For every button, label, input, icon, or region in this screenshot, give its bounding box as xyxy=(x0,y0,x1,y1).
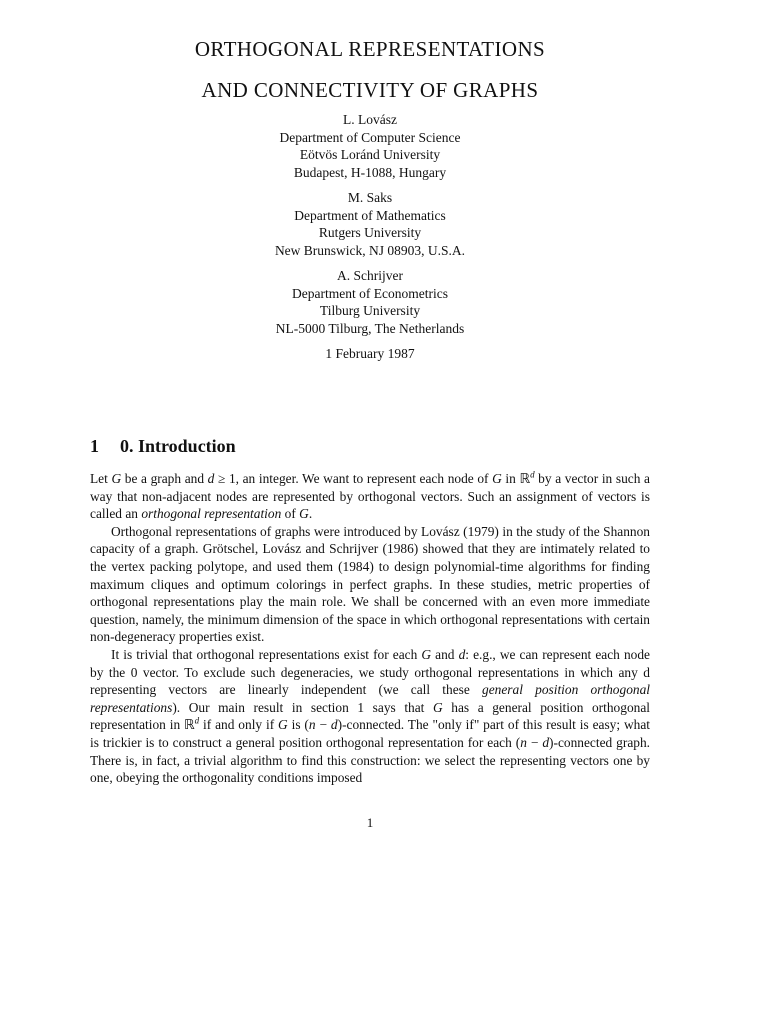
section-heading xyxy=(90,437,236,455)
author-department: Department of Computer Science xyxy=(279,129,461,145)
author-block xyxy=(0,111,740,181)
superscript-text: d xyxy=(194,715,200,726)
author-university: Tilburg University xyxy=(319,303,421,319)
paragraph-text: : e.g., we can represent each node by the 0 vector. To exclude such degeneracies, we study orthogonal representations in which any d representing vectors are linearly independent (we call these xyxy=(90,646,650,698)
author-name: A. Schrijver xyxy=(337,268,403,283)
paragraph-text: − xyxy=(526,734,543,750)
italic-text: G xyxy=(111,471,122,486)
italic-text: G xyxy=(299,506,309,522)
paragraph xyxy=(90,523,650,646)
page-number: 1 xyxy=(366,815,374,830)
superscript-text: d xyxy=(530,469,535,480)
paragraph-text: is ( xyxy=(287,717,309,733)
body-text xyxy=(90,470,650,787)
paragraph-text: if and only if xyxy=(199,717,279,733)
paragraph-text: ≥ 1, an integer. We want to represent each node of xyxy=(214,471,493,486)
italic-text: n xyxy=(308,717,316,733)
author-name: L. Lovász xyxy=(343,112,397,127)
section-number: 1 xyxy=(90,436,99,456)
paragraph-text: It is trivial that orthogonal representations exist for each xyxy=(111,646,422,662)
italic-text: G xyxy=(421,646,432,662)
author-address: New Brunswick, NJ 08903, U.S.A. xyxy=(274,242,466,258)
italic-text: G xyxy=(433,699,443,715)
paragraph-text: in ℝ xyxy=(501,471,531,486)
paper-title-line-1: ORTHOGONAL REPRESENTATIONS xyxy=(194,37,546,61)
italic-text: d xyxy=(542,734,550,750)
italic-text: G xyxy=(492,471,502,486)
author-block xyxy=(0,189,740,259)
paragraph-text: of xyxy=(281,506,300,522)
italic-text: d xyxy=(458,646,466,662)
author-address: NL-5000 Tilburg, The Netherlands xyxy=(275,320,465,336)
paragraph xyxy=(90,470,650,523)
paper-date: 1 February 1987 xyxy=(325,346,415,361)
paragraph-text: be a graph and xyxy=(121,471,208,486)
italic-text: general position orthogonal representations xyxy=(90,682,651,715)
author-university: Eötvös Loránd University xyxy=(299,147,441,163)
author-block xyxy=(0,267,740,337)
italic-text: G xyxy=(278,717,288,733)
author-address: Budapest, H-1088, Hungary xyxy=(293,164,447,180)
paragraph-text: and xyxy=(431,646,459,662)
italic-text: orthogonal representation xyxy=(141,506,282,522)
author-department: Department of Econometrics xyxy=(292,285,448,301)
paragraph-text: has a general position orthogonal representation in ℝ xyxy=(90,699,650,733)
paragraph-text: − xyxy=(315,717,331,733)
paragraph-text: Orthogonal representations of graphs were introduced by Lovász (1979) in the study of the Shannon capacity of a graph. Grötschel, Lovász and Schrijver (1986) showed that they are intimately related to the vertex packing polytope, and used them (1984) to design polynomial-time algorithms for finding maximum cliques and optimum colorings in perfect graphs. In these studies, metric properties of orthogonal representations play the main role. We shall be concerned with an even more immediate question, namely, the minimum dimension of the space in which orthogonal representations with certain non-degeneracy properties exist. xyxy=(90,523,650,645)
paragraph-text: )-connected. The "only if" part of this result is easy; what is trickier is to construct a general position orthogonal representation for each ( xyxy=(90,717,651,750)
paragraph-text: ). Our main result in section 1 says that xyxy=(172,699,433,715)
italic-text: d xyxy=(330,717,338,733)
italic-text: d xyxy=(207,471,215,486)
paper-title-line-2: AND CONNECTIVITY OF GRAPHS xyxy=(201,78,539,102)
author-university: Rutgers University xyxy=(318,225,422,241)
paragraph-text: )-connected graph. There is, in fact, a trivial algorithm to find this construction: we select the representing vectors one by one, obeying the orthogonality conditions imposed xyxy=(90,734,650,786)
paragraph-text: by a vector in such a way that non-adjacent nodes are represented by orthogonal vectors. Such an assignment of vectors is called an xyxy=(90,471,650,522)
paragraph-text: . xyxy=(308,506,313,522)
paragraph-text: Let xyxy=(90,471,112,486)
section-title: 0. Introduction xyxy=(120,436,236,456)
paragraph xyxy=(90,646,650,787)
author-department: Department of Mathematics xyxy=(294,207,446,223)
italic-text: n xyxy=(520,734,527,750)
author-name: M. Saks xyxy=(347,190,393,205)
